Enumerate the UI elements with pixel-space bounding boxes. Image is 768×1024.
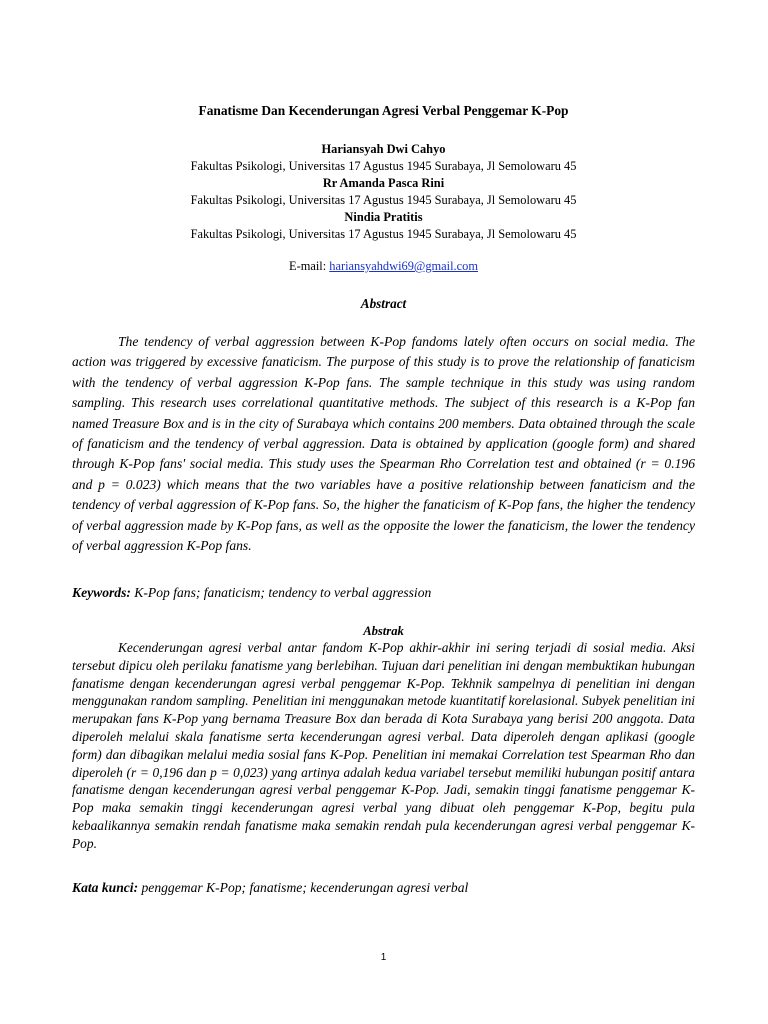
abstract-heading: Abstract (360, 296, 407, 311)
kata-kunci-line (72, 880, 695, 896)
kata-kunci-text: penggemar K-Pop; fanatisme; kecenderungan agresi verbal (138, 880, 469, 895)
email-label: E-mail: (289, 259, 330, 273)
author-name: Nindia Pratitis (344, 210, 423, 224)
email-line (72, 259, 695, 274)
abstract-text: The tendency of verbal aggression between K-Pop fandoms lately often occurs on social media. The action was triggered by excessive fanaticism. The purpose of this study is to prove the relationship of fanaticism with the tendency of verbal aggression K-Pop fans. The sample technique in this study was using random sampling. This research uses correlational quantitative methods. The subject of this research is a K-Pop fan named Treasure Box and is in the city of Surabaya which contains 200 members. Data obtained through the scale of fanaticism and the tendency of verbal aggression. Data is obtained by application (google form) and shared through K-Pop fans' social media. This study uses the Spearman Rho Correlation test and obtained (r = 0.196 and p = 0.023) which means that the two variables have a positive relationship between fanaticism and the tendency of verbal aggression of K-Pop fans. So, the higher the fanaticism of K-Pop fans, the higher the tendency of verbal aggression made by K-Pop fans, as well as the opposite the lower the fanaticism, the lower the tendency of verbal aggression K-Pop fans. (72, 334, 695, 554)
paper-title: Fanatisme Dan Kecenderungan Agresi Verbal Penggemar K-Pop (198, 103, 569, 118)
keywords-text: K-Pop fans; fanaticism; tendency to verbal aggression (130, 585, 432, 600)
kata-kunci-label: Kata kunci: (72, 880, 139, 895)
abstrak-text: Kecenderungan agresi verbal antar fandom K-Pop akhir-akhir ini sering terjadi di sosial media. Aksi tersebut dipicu oleh perilaku fanatisme yang berlebihan. Tujuan dari penelitian ini dengan membuktikan hubungan fanatisme dengan kecenderungan agresi verbal penggemar K-Pop. Tekhnik sampelnya di penelitian ini dengan menggunakan random sampling. Penelitian ini menggunakan metode kuantitatif korelasional. Subyek penelitian ini merupakan fans K-Pop yang bernama Treasure Box dan berada di Kota Surabaya yang berisi 200 anggota. Data diperoleh melalui skala fanatisme serta kecenderungan agresi verbal. Data diperoleh dengan aplikasi (google form) dan dibagikan melalui media sosial fans K-Pop. Penelitian ini memakai Correlation test Spearman Rho dan diperoleh (r = 0,196 dan p = 0,023) yang artinya adalah kedua variabel tersebut memiliki hubungan positif antara fanatisme dengan kecenderungan agresi verbal penggemar K-Pop. Jadi, semakin tinggi fanatisme penggemar K-Pop maka semakin tinggi kecenderungan agresi verbal yang dibuat oleh penggemar K-Pop, begitu pula kebaalikannya semakin rendah fanatisme maka semakin rendah pula kecenderungan agresi verbal penggemar K-Pop. (72, 640, 695, 851)
author-block (72, 141, 695, 243)
page-number: 1 (380, 952, 387, 963)
paper-page (72, 0, 695, 1024)
keywords-label: Keywords: (72, 585, 131, 600)
email-link[interactable]: hariansyahdwi69@gmail.com (329, 259, 478, 273)
author-affiliation: Fakultas Psikologi, Universitas 17 Agustus 1945 Surabaya, Jl Semolowaru 45 (190, 227, 577, 241)
author-affiliation: Fakultas Psikologi, Universitas 17 Agustus 1945 Surabaya, Jl Semolowaru 45 (190, 159, 577, 173)
author-affiliation: Fakultas Psikologi, Universitas 17 Agustus 1945 Surabaya, Jl Semolowaru 45 (190, 193, 577, 207)
keywords-line (72, 585, 695, 601)
author-name: Hariansyah Dwi Cahyo (321, 142, 446, 156)
abstrak-heading: Abstrak (363, 624, 404, 638)
author-name: Rr Amanda Pasca Rini (322, 176, 445, 190)
